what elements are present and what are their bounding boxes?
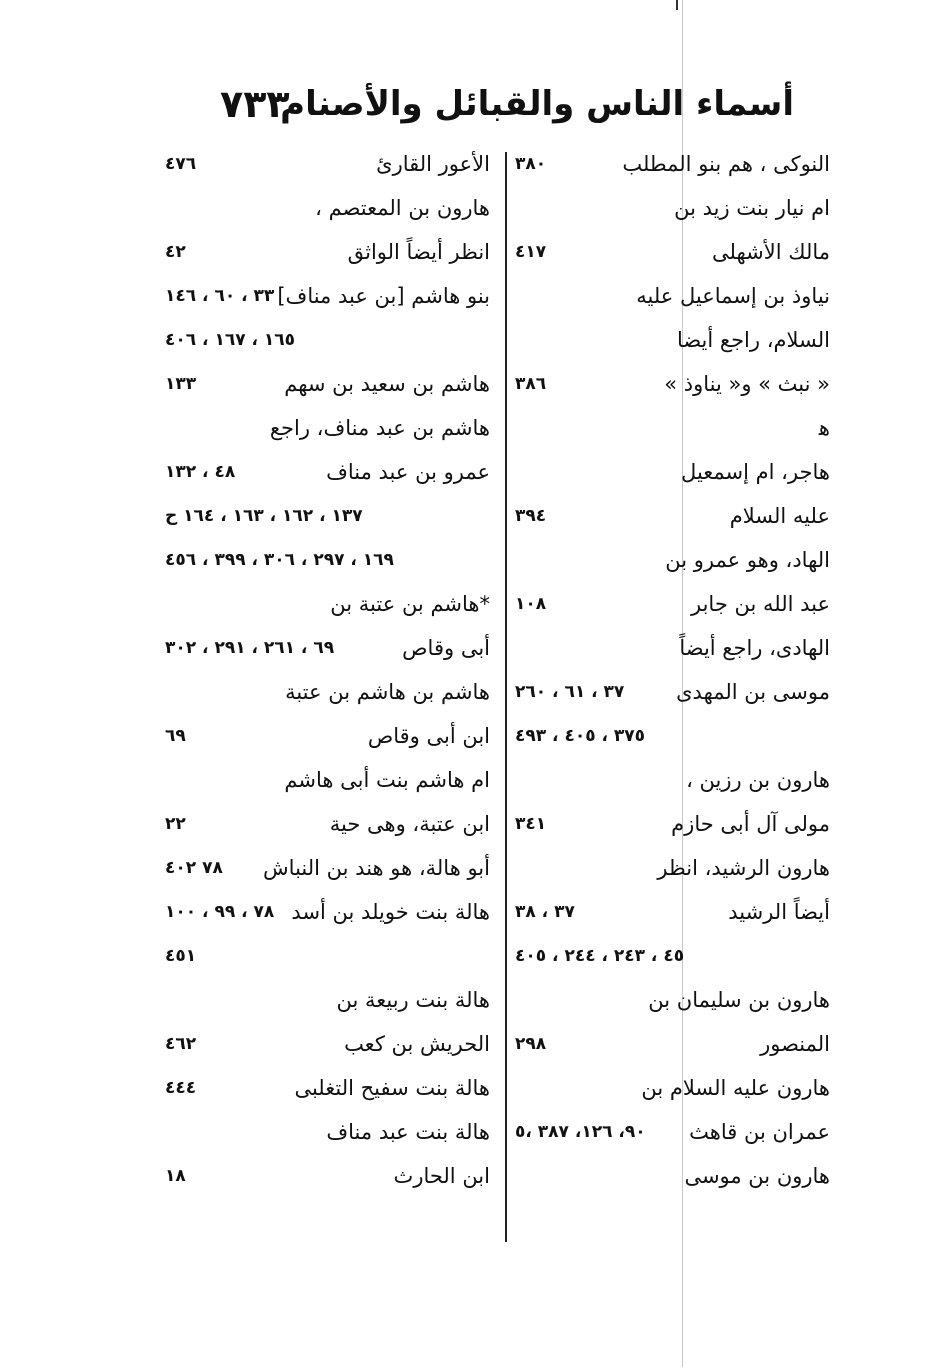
entry-page-refs: ٤٢ bbox=[165, 242, 186, 262]
entry-text: عمران بن قاهث bbox=[689, 1120, 830, 1144]
index-entry bbox=[165, 450, 490, 494]
entry-text: أبى وقاص bbox=[402, 636, 490, 660]
entry-page-refs: ٦٩ bbox=[165, 726, 186, 746]
index-entry bbox=[165, 186, 490, 230]
index-entry bbox=[515, 450, 830, 494]
entry-text: موسى بن المهدى bbox=[676, 680, 830, 704]
entry-page-refs: ٤٥ ، ٢٤٣ ، ٢٤٤ ، ٤٠٥ bbox=[515, 946, 685, 966]
entry-text: عمرو بن عبد مناف bbox=[326, 460, 490, 484]
entry-text: *هاشم بن عتبة بن bbox=[330, 592, 490, 616]
index-entry bbox=[165, 1110, 490, 1154]
entry-text: ابن أبى وقاص bbox=[367, 724, 490, 748]
index-entry bbox=[515, 670, 830, 714]
index-entry bbox=[515, 846, 830, 890]
entry-text: ابن الحارث bbox=[393, 1164, 490, 1188]
entry-text: ام نيار بنت زيد بن bbox=[674, 196, 830, 220]
index-entry bbox=[515, 362, 830, 406]
entry-text: هارون بن رزين ، bbox=[686, 768, 830, 792]
entry-page-refs: ٩٠، ١٢٦، ٣٨٧ ،٥ bbox=[515, 1122, 646, 1142]
index-entry bbox=[165, 582, 490, 626]
index-entry bbox=[515, 978, 830, 1022]
entry-page-refs: ٣٨٠ bbox=[515, 154, 547, 174]
entry-text: هالة بنت ربيعة بن bbox=[336, 988, 490, 1012]
entry-text: الهاد، وهو عمرو بن bbox=[665, 548, 830, 572]
index-entry bbox=[515, 934, 830, 978]
column-divider bbox=[505, 152, 507, 1242]
index-entry bbox=[165, 230, 490, 274]
entry-page-refs: ٦٩ ، ٢٦١ ، ٢٩١ ، ٣٠٢ bbox=[165, 638, 335, 658]
entry-text: هاشم بن عبد مناف، راجع bbox=[269, 416, 490, 440]
index-entry bbox=[165, 670, 490, 714]
entry-text: هاشم بن سعيد بن سهم bbox=[284, 372, 490, 396]
entry-text: عبد الله بن جابر bbox=[690, 592, 830, 616]
index-entry bbox=[165, 934, 490, 978]
index-entry bbox=[165, 274, 490, 318]
entry-page-refs: ٧٨ ، ٩٩ ، ١٠٠ bbox=[165, 902, 275, 922]
entry-page-refs: ١٣٣ bbox=[165, 374, 197, 394]
entry-text: هاجر، ام إسمعيل bbox=[681, 460, 830, 484]
index-entry bbox=[165, 362, 490, 406]
entry-page-refs: ١٦٩ ، ٢٩٧ ، ٣٠٦ ، ٣٩٩ ، ٤٥٦ bbox=[165, 550, 394, 570]
entry-page-refs: ٤٨ ، ١٣٢ bbox=[165, 462, 236, 482]
entry-page-refs: ١٣٧ ، ١٦٢ ، ١٦٣ ، ١٦٤ ح bbox=[165, 506, 363, 526]
entry-text: هاشم بن هاشم بن عتبة bbox=[285, 680, 490, 704]
entry-text: مولى آل أبى حازم bbox=[671, 812, 830, 836]
index-entry bbox=[515, 186, 830, 230]
index-entry bbox=[165, 890, 490, 934]
entry-text: هالة بنت عبد مناف bbox=[326, 1120, 490, 1144]
entry-text: الهادى، راجع أيضاً bbox=[679, 636, 830, 660]
entry-text: مالك الأشهلى bbox=[712, 240, 830, 264]
entry-text: هارون بن موسى bbox=[684, 1164, 830, 1188]
entry-text: أيضاً الرشيد bbox=[728, 900, 830, 924]
index-entry bbox=[515, 1154, 830, 1198]
entry-page-refs: ٣٤١ bbox=[515, 814, 547, 834]
index-entry bbox=[165, 538, 490, 582]
entry-page-refs: ٤٥١ bbox=[165, 946, 197, 966]
entry-page-refs: ٤٧٦ bbox=[165, 154, 197, 174]
entry-text: النوكى ، هم بنو المطلب bbox=[622, 152, 830, 176]
index-entry bbox=[165, 318, 490, 362]
index-entry bbox=[165, 758, 490, 802]
entry-page-refs: ٤١٧ bbox=[515, 242, 547, 262]
index-entry bbox=[515, 758, 830, 802]
entry-text: أبو هالة، هو هند بن النباش bbox=[263, 856, 490, 880]
index-entry bbox=[515, 274, 830, 318]
index-entry bbox=[165, 142, 490, 186]
index-entry bbox=[515, 1110, 830, 1154]
index-entry bbox=[515, 230, 830, 274]
index-entry bbox=[515, 626, 830, 670]
index-entry bbox=[515, 890, 830, 934]
entry-page-refs: ٣٧ ، ٦١ ، ٢٦٠ bbox=[515, 682, 625, 702]
entry-text: عليه السلام bbox=[729, 504, 830, 528]
entry-page-refs: ٤٤٤ bbox=[165, 1078, 197, 1098]
entry-page-refs: ٢٢ bbox=[165, 814, 186, 834]
entry-text: هارون بن المعتصم ، bbox=[315, 196, 490, 220]
entry-page-refs: ١٠٨ bbox=[515, 594, 547, 614]
index-entry bbox=[165, 978, 490, 1022]
entry-text: هالة بنت خويلد بن أسد bbox=[291, 900, 490, 924]
index-entry bbox=[515, 1022, 830, 1066]
entry-text: انظر أيضاً الواثق bbox=[347, 240, 490, 264]
index-entry bbox=[165, 406, 490, 450]
index-entry bbox=[165, 1154, 490, 1198]
entry-page-refs: ٣٨٦ bbox=[515, 374, 547, 394]
entry-text: بنو هاشم [بن عبد مناف] bbox=[277, 284, 490, 308]
index-entry bbox=[515, 538, 830, 582]
entry-text: هارون بن سليمان بن bbox=[648, 988, 830, 1012]
entry-text: هارون الرشيد، انظر bbox=[657, 856, 830, 880]
index-entry bbox=[165, 626, 490, 670]
index-entry bbox=[165, 494, 490, 538]
index-entry bbox=[515, 494, 830, 538]
index-column-left bbox=[165, 142, 490, 1198]
index-entry bbox=[515, 142, 830, 186]
entry-text: ﻫ bbox=[818, 416, 830, 440]
entry-page-refs: ٣٣ ، ٦٠ ، ١٤٦ bbox=[165, 286, 275, 306]
index-column-right bbox=[515, 142, 830, 1198]
entry-text: « نبث » و« يناوذ » bbox=[664, 372, 830, 396]
entry-page-refs: ٣٧٥ ، ٤٠٥ ، ٤٩٣ bbox=[515, 726, 646, 746]
index-entry bbox=[515, 582, 830, 626]
entry-page-refs: ١٦٥ ، ١٦٧ ، ٤٠٦ bbox=[165, 330, 296, 350]
entry-text: الحريش بن كعب bbox=[344, 1032, 490, 1056]
page-number: ٧٣٣ bbox=[220, 82, 290, 126]
index-entry bbox=[165, 846, 490, 890]
entry-page-refs: ١٨ bbox=[165, 1166, 186, 1186]
index-entry bbox=[165, 802, 490, 846]
entry-page-refs: ٢٩٨ bbox=[515, 1034, 547, 1054]
top-edge-mark bbox=[676, 0, 678, 10]
index-entry bbox=[515, 318, 830, 362]
entry-text: المنصور bbox=[760, 1032, 830, 1056]
entry-page-refs: ٣٩٤ bbox=[515, 506, 547, 526]
entry-text: السلام، راجع أيضا bbox=[676, 328, 830, 352]
entry-text: هارون عليه السلام بن bbox=[641, 1076, 830, 1100]
index-entry bbox=[515, 1066, 830, 1110]
index-entry bbox=[165, 714, 490, 758]
page-title: أسماء الناس والقبائل والأصنام bbox=[280, 84, 794, 124]
index-entry bbox=[165, 1022, 490, 1066]
entry-text: الأعور القارئ bbox=[376, 152, 490, 176]
entry-text: ام هاشم بنت أبى هاشم bbox=[284, 768, 490, 792]
index-entry bbox=[515, 406, 830, 450]
index-entry bbox=[515, 802, 830, 846]
index-entry bbox=[165, 1066, 490, 1110]
entry-page-refs: ٤٦٢ bbox=[165, 1034, 197, 1054]
index-entry bbox=[515, 714, 830, 758]
entry-page-refs: ٣٧ ، ٣٨ bbox=[515, 902, 575, 922]
entry-page-refs: ٧٨ ٤٠٢ bbox=[165, 858, 223, 878]
entry-text: هالة بنت سفيح التغلبى bbox=[294, 1076, 490, 1100]
entry-text: نياوذ بن إسماعيل عليه bbox=[636, 284, 830, 308]
page-header bbox=[0, 80, 944, 140]
entry-text: ابن عتبة، وهى حية bbox=[329, 812, 490, 836]
